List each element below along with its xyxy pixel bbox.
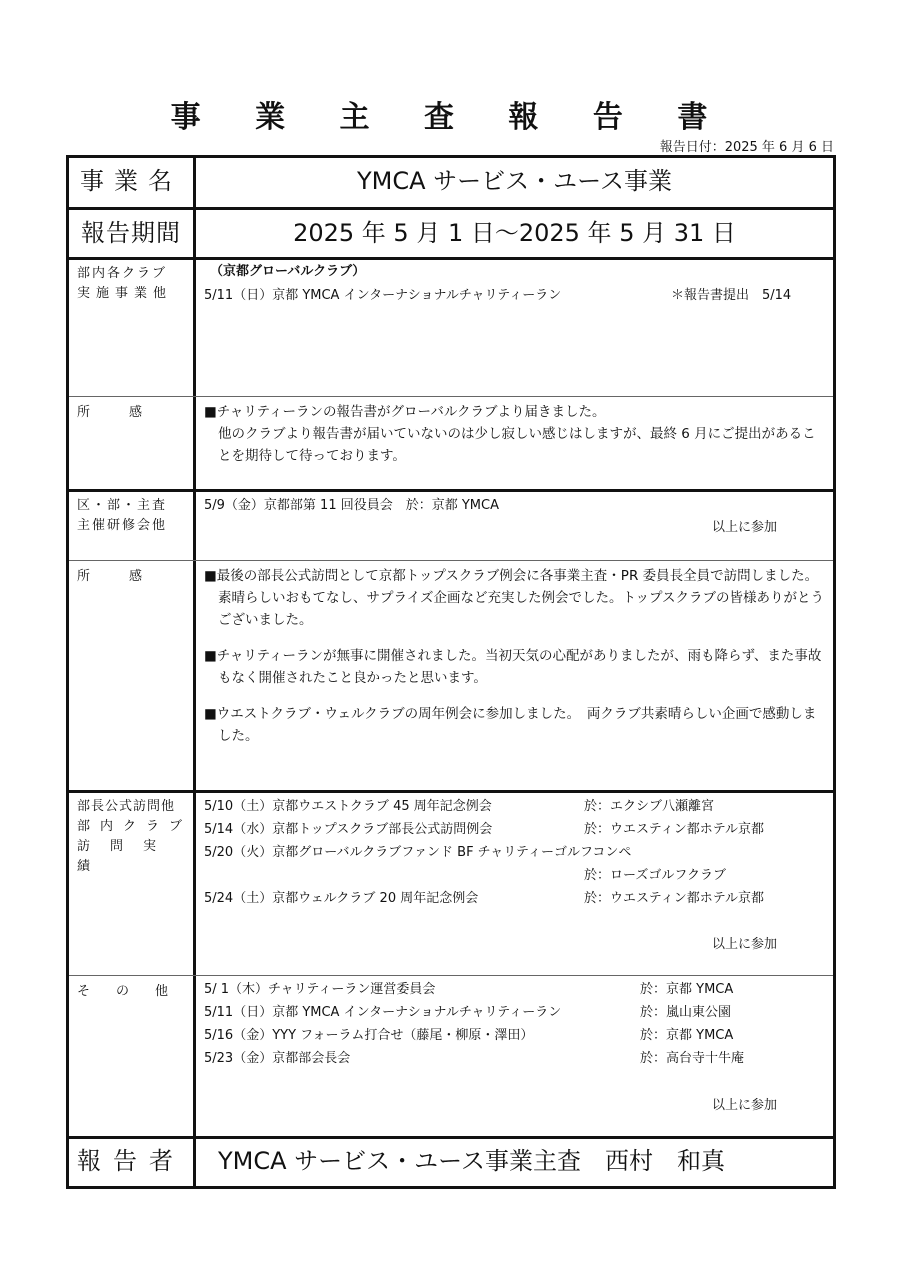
visit-event-2: 5/14（水）京都トップスクラブ部長公式訪問例会: [204, 822, 493, 837]
impression2-row: [69, 561, 833, 790]
impression1-row: [69, 397, 833, 489]
district-events-row: [69, 492, 833, 560]
visits-label-line2: 部内クラブ: [77, 819, 193, 834]
impression2-paragraph-2: ■チャリティーランが無事に開催されました。当初天気の心配がありましたが、雨も降らず、また事故もなく開催されたこと良かったと思います。: [204, 648, 822, 686]
visit-venue-4: 於：ウエスティン都ホテル京都: [584, 891, 765, 906]
district-events-label-line1: 区・部・主査: [77, 498, 168, 513]
visit-event-1: 5/10（土）京都ウエストクラブ 45 周年記念例会: [204, 799, 492, 814]
document-title: 事 業 主 査 報 告 書: [170, 100, 730, 135]
visits-label-line3: 訪問実績: [77, 839, 177, 874]
impression1-body: 他のクラブより報告書が届いていないのは少し寂しい感じはしますが、最終 6 月にご提出があることを期待して待っております。: [218, 426, 816, 464]
others-closing: 以上に参加: [712, 1098, 778, 1113]
impression1-bullet: ■チャリティーランの報告書がグローバルクラブより届きました。: [204, 404, 606, 420]
club-events-label-line2: 実施事業他: [77, 286, 173, 301]
impression1-text: [204, 401, 825, 467]
visits-label: [69, 793, 196, 975]
others-row: [69, 976, 833, 1136]
impression2-label: 所 感: [69, 561, 196, 790]
district-events-label: [69, 492, 196, 560]
visits-label-line1: 部長公式訪問他: [77, 799, 176, 814]
district-events-closing: 以上に参加: [712, 520, 778, 535]
period-value: 2025 年 5 月 1 日～2025 年 5 月 31 日: [293, 219, 736, 247]
visits-closing: 以上に参加: [712, 937, 778, 952]
other-event-2: 5/11（日）京都 YMCA インターナショナルチャリティーラン: [204, 1005, 562, 1020]
club-event: 5/11（日）京都 YMCA インターナショナルチャリティーラン: [204, 288, 562, 303]
visit-event-4: 5/24（土）京都ウェルクラブ 20 周年記念例会: [204, 891, 479, 906]
project-name: YMCA サービス・ユース事業: [357, 167, 672, 195]
visit-venue-3: 於：ローズゴルフクラブ: [584, 868, 726, 883]
other-venue-1: 於：京都 YMCA: [640, 982, 734, 997]
district-event: 5/9（金）京都部第 11 回役員会 於：京都 YMCA: [204, 498, 499, 513]
period-row: [69, 210, 833, 258]
impression2-paragraph-3: ■ウエストクラブ・ウェルクラブの周年例会に参加しました。 両クラブ共素晴らしい企画で感動しました。: [204, 706, 817, 744]
report-sheet: [66, 155, 836, 1189]
other-event-3: 5/16（金）YYY フォーラム打合せ（藤尾・柳原・澤田）: [204, 1028, 534, 1043]
reporter-label: 報告者: [69, 1139, 196, 1186]
club-event-note: ＊報告書提出 5/14: [671, 288, 792, 303]
club-events-label-line1: 部内各クラブ: [77, 266, 168, 281]
report-date: 報告日付：2025 年 6 月 6 日: [659, 140, 834, 155]
other-event-1: 5/ 1（木）チャリティーラン運営委員会: [204, 982, 436, 997]
visits-row: [69, 793, 833, 975]
club-name: （京都グローバルクラブ）: [210, 264, 366, 279]
other-event-4: 5/23（金）京都部会長会: [204, 1051, 351, 1066]
visit-venue-2: 於：ウエスティン都ホテル京都: [584, 822, 765, 837]
impression1-label: 所 感: [69, 397, 196, 489]
impression2-paragraph: [204, 565, 825, 747]
others-label: そ の 他: [69, 976, 196, 1136]
club-events-label: [69, 260, 196, 396]
other-venue-2: 於：嵐山東公園: [640, 1005, 732, 1020]
other-venue-4: 於：高台寺十牛庵: [640, 1051, 745, 1066]
project-label: 事業名: [69, 158, 196, 208]
visit-venue-1: 於：エクシブ八瀬離宮: [584, 799, 715, 814]
club-events-row: [69, 260, 833, 396]
district-events-label-line2: 主催研修会他: [77, 518, 168, 533]
visit-event-3: 5/20（火）京都グローバルクラブファンド BF チャリティーゴルフコンペ: [204, 845, 632, 860]
impression2-paragraph-1: ■最後の部長公式訪問として京都トップスクラブ例会に各事業主査・PR 委員長全員で訪問しました。素晴らしいおもてなし、サプライズ企画など充実した例会でした。トップスクラブの皆様ありがとうございました。: [204, 568, 825, 628]
project-row: [69, 158, 833, 208]
other-venue-3: 於：京都 YMCA: [640, 1028, 734, 1043]
reporter-value: YMCA サービス・ユース事業主査 西村 和真: [218, 1147, 725, 1175]
period-label: 報告期間: [69, 210, 196, 258]
reporter-row: [69, 1139, 833, 1186]
